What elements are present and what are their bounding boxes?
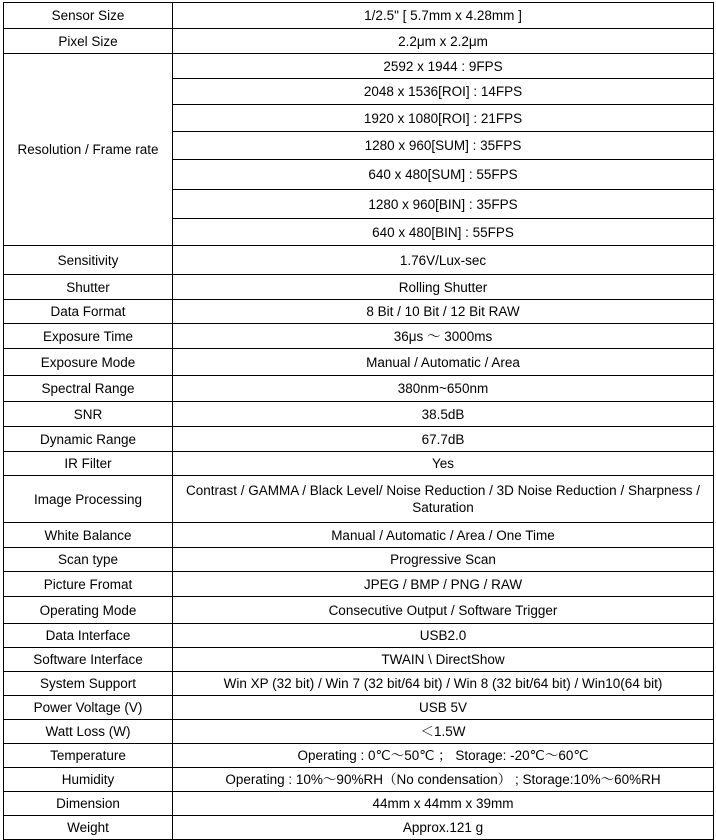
value-cell: 8 Bit / 10 Bit / 12 Bit RAW (173, 300, 714, 324)
table-row (4, 402, 714, 427)
value-cell: 1920 x 1080[ROI] : 21FPS (173, 105, 714, 132)
table-row (4, 648, 714, 672)
label-cell: Shutter (4, 275, 173, 300)
value-cell: Win XP (32 bit) / Win 7 (32 bit/64 bit) / Win 8 (32 bit/64 bit) / Win10(64 bit) (173, 672, 714, 696)
table-row (4, 572, 714, 597)
table-row (4, 376, 714, 402)
table-row (4, 300, 714, 324)
table-row (4, 349, 714, 376)
value-cell: Operating : 0℃～50℃ ； Storage: -20℃～60℃ (173, 744, 714, 768)
value-cell: 38.5dB (173, 402, 714, 427)
label-cell: Resolution / Frame rate (4, 54, 173, 246)
label-cell: Watt Loss (W) (4, 720, 173, 744)
table-row (4, 54, 714, 79)
value-cell: Progressive Scan (173, 548, 714, 572)
value-cell: USB 5V (173, 696, 714, 720)
label-cell: Pixel Size (4, 29, 173, 54)
table-row (4, 3, 714, 29)
value-cell: 380nm~650nm (173, 376, 714, 402)
label-cell: Sensor Size (4, 3, 173, 29)
table-row (4, 476, 714, 523)
table-row (4, 427, 714, 452)
label-cell: Picture Fromat (4, 572, 173, 597)
spec-table (3, 2, 714, 840)
value-cell: Operating : 10%～90%RH（No condensation） ; Storage:10%～60%RH (173, 768, 714, 792)
value-cell: 640 x 480[SUM] : 55FPS (173, 160, 714, 190)
table-row (4, 672, 714, 696)
label-cell: SNR (4, 402, 173, 427)
value-cell: Yes (173, 452, 714, 476)
table-row (4, 744, 714, 768)
value-cell: Rolling Shutter (173, 275, 714, 300)
value-cell: 2.2μm x 2.2μm (173, 29, 714, 54)
value-cell: 1.76V/Lux-sec (173, 246, 714, 275)
value-cell: JPEG / BMP / PNG / RAW (173, 572, 714, 597)
value-cell: 1280 x 960[SUM] : 35FPS (173, 132, 714, 160)
value-cell: Contrast / GAMMA / Black Level/ Noise Reduction / 3D Noise Reduction / Sharpness / Saturation (173, 476, 714, 523)
label-cell: Data Interface (4, 624, 173, 648)
value-cell: USB2.0 (173, 624, 714, 648)
table-row (4, 29, 714, 54)
table-row (4, 816, 714, 840)
label-cell: Image Processing (4, 476, 173, 523)
label-cell: Scan type (4, 548, 173, 572)
value-cell: Manual / Automatic / Area (173, 349, 714, 376)
value-cell: 2048 x 1536[ROI] : 14FPS (173, 79, 714, 105)
value-cell: ＜1.5W (173, 720, 714, 744)
label-cell: Weight (4, 816, 173, 840)
label-cell: White Balance (4, 523, 173, 548)
label-cell: Spectral Range (4, 376, 173, 402)
value-cell: 640 x 480[BIN] : 55FPS (173, 219, 714, 246)
label-cell: System Support (4, 672, 173, 696)
table-row (4, 523, 714, 548)
value-cell: 2592 x 1944 : 9FPS (173, 54, 714, 79)
label-cell: Power Voltage (V) (4, 696, 173, 720)
label-cell: Temperature (4, 744, 173, 768)
label-cell: Sensitivity (4, 246, 173, 275)
label-cell: Dynamic Range (4, 427, 173, 452)
value-cell: 67.7dB (173, 427, 714, 452)
table-row (4, 597, 714, 624)
table-row (4, 624, 714, 648)
label-cell: Exposure Mode (4, 349, 173, 376)
label-cell: IR Filter (4, 452, 173, 476)
table-row (4, 792, 714, 816)
value-cell: 1280 x 960[BIN] : 35FPS (173, 190, 714, 219)
label-cell: Data Format (4, 300, 173, 324)
label-cell: Operating Mode (4, 597, 173, 624)
table-row (4, 324, 714, 349)
value-cell: Consecutive Output / Software Trigger (173, 597, 714, 624)
value-cell: Approx.121 g (173, 816, 714, 840)
table-row (4, 246, 714, 275)
value-cell: 44mm x 44mm x 39mm (173, 792, 714, 816)
value-cell: Manual / Automatic / Area / One Time (173, 523, 714, 548)
table-row (4, 275, 714, 300)
table-row (4, 452, 714, 476)
table-row (4, 768, 714, 792)
table-row (4, 720, 714, 744)
value-cell: TWAIN \ DirectShow (173, 648, 714, 672)
label-cell: Exposure Time (4, 324, 173, 349)
value-cell: 1/2.5" [ 5.7mm x 4.28mm ] (173, 3, 714, 29)
label-cell: Humidity (4, 768, 173, 792)
table-row (4, 696, 714, 720)
table-row (4, 548, 714, 572)
label-cell: Dimension (4, 792, 173, 816)
value-cell: 36μs ～ 3000ms (173, 324, 714, 349)
label-cell: Software Interface (4, 648, 173, 672)
